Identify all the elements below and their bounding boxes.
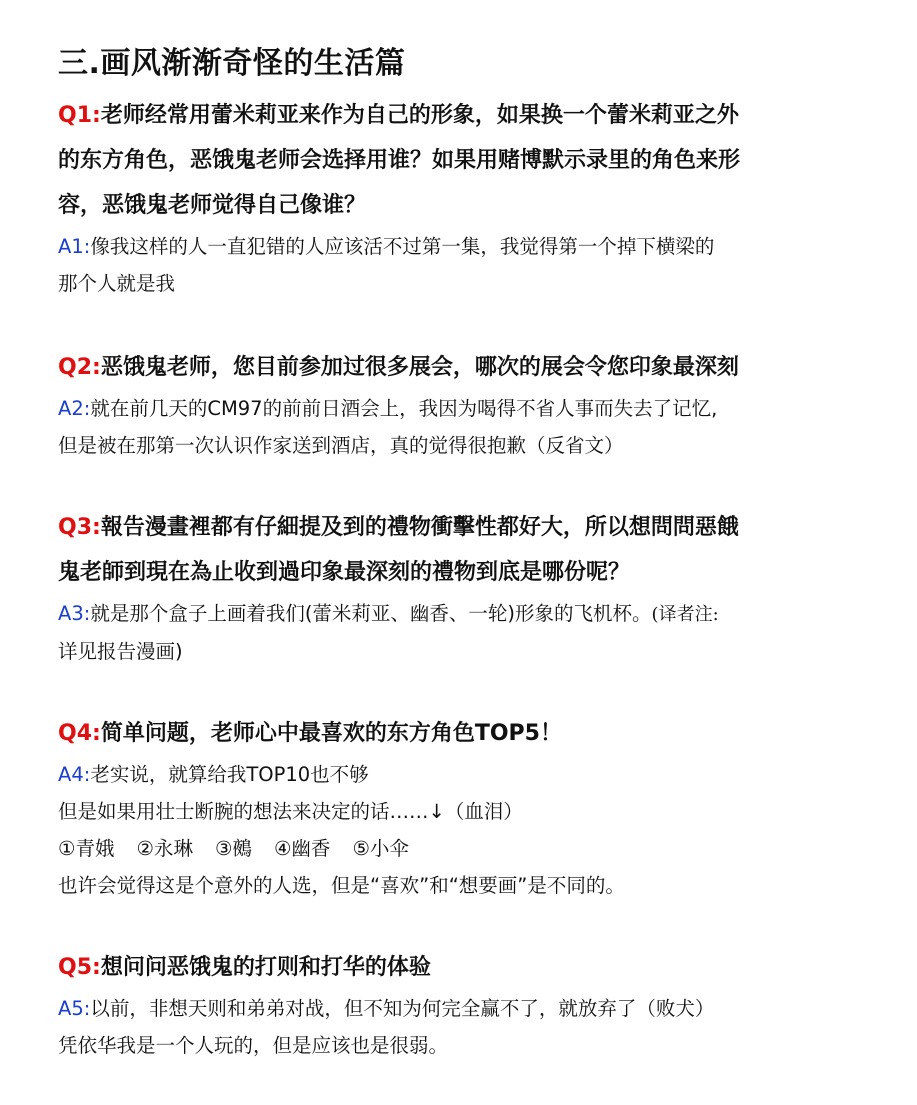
question-label: Q5 <box>58 955 93 980</box>
question-label: Q3 <box>58 515 93 540</box>
question-text-line: 鬼老師到現在為止收到過印象最深刻的禮物到底是哪份呢？ <box>58 560 631 585</box>
answer-1: A1:像我这样的人一直犯错的人应该活不过第一集，我觉得第一个掉下横梁的 那个人就是我 <box>58 228 867 302</box>
answer-3: A3:就是那个盒子上画着我们(蕾米莉亚、幽香、一轮)形象的飞机杯。(译者注: 详见报告漫画) <box>58 595 867 670</box>
qa-block-3 <box>58 505 867 670</box>
answer-text-line: 但是如果用壮士断腕的想法来决定的话……↓（血泪） <box>58 800 523 823</box>
question-5: Q5:想问问恶饿鬼的打则和打华的体验 <box>58 955 431 980</box>
answer-text-line: 老实说，就算给我TOP10也不够 <box>90 763 369 786</box>
qa-block-5 <box>58 945 867 1064</box>
answer-text-line: 凭依华我是一个人玩的，但是应该也是很弱。 <box>58 1034 449 1057</box>
question-3: Q3:報告漫畫裡都有仔細提及到的禮物衝擊性都好大，所以想問問惡餓 鬼老師到現在為止收到過印象最深刻的禮物到底是哪份呢？ <box>58 505 867 595</box>
answer-text-line: 就是那个盒子上画着我们(蕾米莉亚、幽香、一轮)形象的飞机杯。 <box>90 602 652 625</box>
answer-4: A4:老实说，就算给我TOP10也不够 但是如果用壮士断腕的想法来决定的话……↓（血泪） ①青娥 ②永琳 ③鵺 ④幽香 ⑤小伞 也许会觉得这是个意外的人选，但是“喜欢”和“想要画”是不同的。 <box>58 756 867 904</box>
ranking-list <box>58 830 867 867</box>
question-label: Q2 <box>58 355 93 380</box>
answer-label: A2 <box>58 397 84 420</box>
question-text-line: 老师经常用蕾米莉亚来作为自己的形象，如果换一个蕾米莉亚之外 <box>100 103 739 128</box>
answer-text-line: 详见报告漫画) <box>58 640 183 663</box>
question-text-line: 的东方角色，恶饿鬼老师会选择用谁？如果用赌博默示录里的角色来形 <box>58 148 741 173</box>
answer-label: A1 <box>58 235 84 258</box>
question-text-line: 報告漫畫裡都有仔細提及到的禮物衝擊性都好大，所以想問問惡餓 <box>100 515 739 540</box>
spacer <box>58 670 867 711</box>
qa-block-2 <box>58 345 867 464</box>
spacer <box>58 302 867 345</box>
qa-block-1 <box>58 93 867 302</box>
answer-text-line: 就在前几天的CM97的前前日酒会上，我因为喝得不省人事而失去了记忆, <box>90 397 718 420</box>
question-text-line: 容，恶饿鬼老师觉得自己像谁？ <box>58 193 367 218</box>
rank-item: ①青娥 <box>58 837 115 860</box>
question-label: Q4 <box>58 721 93 746</box>
qa-block-4 <box>58 711 867 904</box>
answer-text-line: 也许会觉得这是个意外的人选，但是“喜欢”和“想要画”是不同的。 <box>58 874 625 897</box>
answer-text-line: 但是被在那第一次认识作家送到酒店，真的觉得很抱歉（反省文） <box>58 434 624 457</box>
question-text-line: 简单问题，老师心中最喜欢的东方角色TOP5！ <box>100 721 562 746</box>
rank-item: ④幽香 <box>273 837 331 860</box>
answer-text-line: 以前，非想天则和弟弟对战，但不知为何完全赢不了，就放弃了（败犬） <box>90 997 715 1020</box>
question-1: Q1:老师经常用蕾米莉亚来作为自己的形象，如果换一个蕾米莉亚之外 的东方角色，恶饿鬼老师会选择用谁？如果用赌博默示录里的角色来形 容，恶饿鬼老师觉得自己像谁？ <box>58 93 867 228</box>
question-2: Q2:恶饿鬼老师，您目前参加过很多展会，哪次的展会令您印象最深刻 <box>58 355 739 380</box>
spacer <box>58 464 867 505</box>
rank-item: ⑤小伞 <box>352 837 409 860</box>
answer-label: A5 <box>58 997 84 1020</box>
rank-item: ③鵺 <box>214 837 252 860</box>
answer-label: A4 <box>58 763 84 786</box>
rank-item: ②永琳 <box>136 837 193 860</box>
spacer <box>58 904 867 945</box>
answer-text-line: 那个人就是我 <box>58 272 176 295</box>
question-text-line: 想问问恶饿鬼的打则和打华的体验 <box>100 955 431 980</box>
answer-5: A5:以前，非想天则和弟弟对战，但不知为何完全赢不了，就放弃了（败犬） 凭依华我是一个人玩的，但是应该也是很弱。 <box>58 990 867 1064</box>
answer-label: A3 <box>58 602 84 625</box>
section-title: 三.画风渐渐奇怪的生活篇 <box>58 46 406 81</box>
answer-2: A2:就在前几天的CM97的前前日酒会上，我因为喝得不省人事而失去了记忆, 但是被在那第一次认识作家送到酒店，真的觉得很抱歉（反省文） <box>58 390 867 464</box>
translator-note: (译者注: <box>651 604 719 625</box>
answer-text-line: 像我这样的人一直犯错的人应该活不过第一集，我觉得第一个掉下横梁的 <box>90 235 715 258</box>
question-label: Q1 <box>58 103 93 128</box>
question-4: Q4:简单问题，老师心中最喜欢的东方角色TOP5！ <box>58 721 562 746</box>
question-text-line: 恶饿鬼老师，您目前参加过很多展会，哪次的展会令您印象最深刻 <box>100 355 739 380</box>
